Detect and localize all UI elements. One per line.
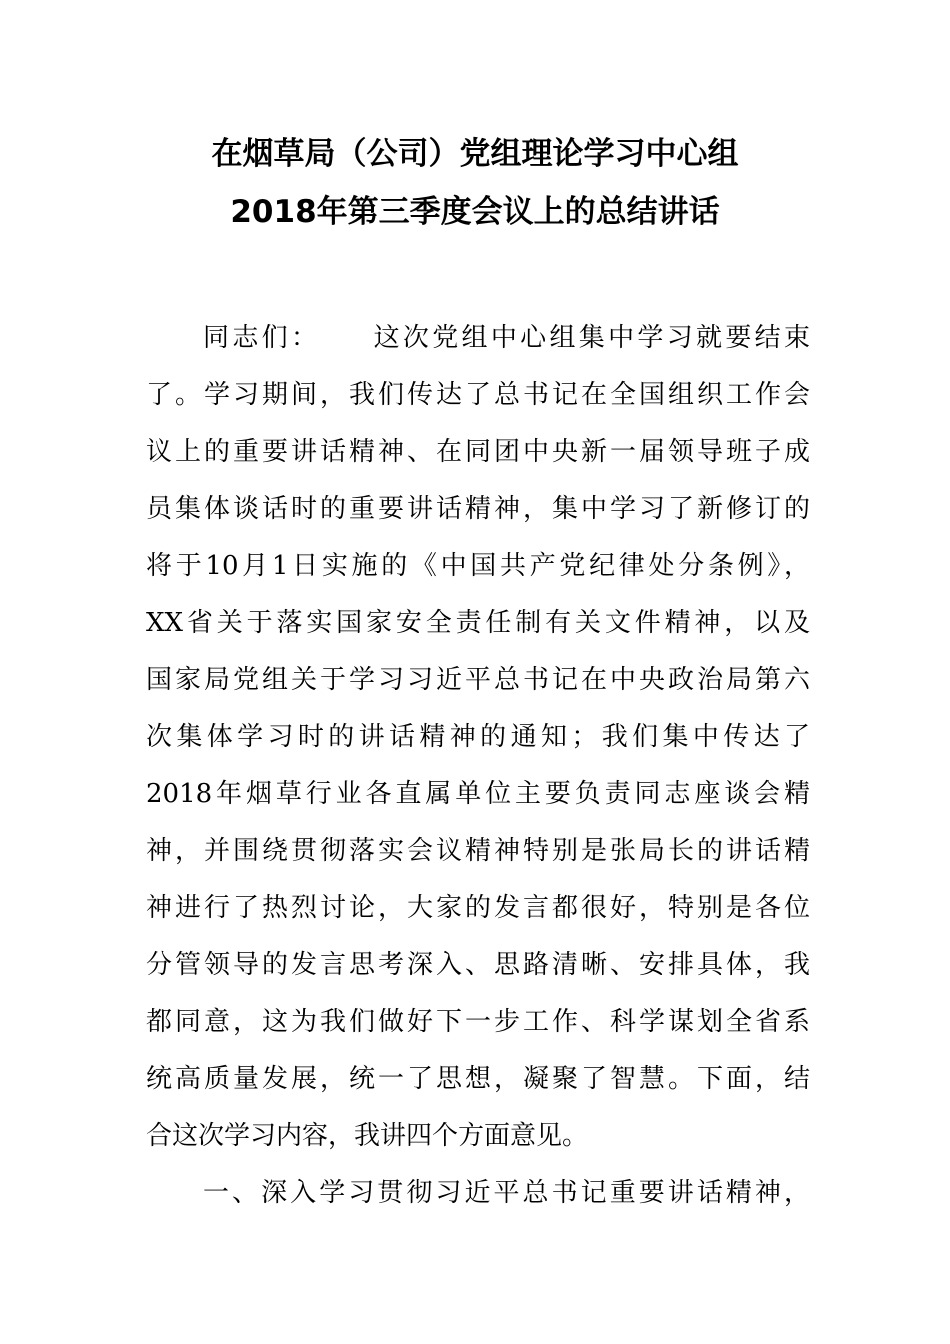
body-line: 统高质量发展，统一了思想，凝聚了智慧。下面，结 bbox=[146, 1064, 810, 1094]
body-line: 议上的重要讲话精神、在同团中央新一届领导班子成 bbox=[146, 437, 810, 467]
body-line: 国家局党组关于学习习近平总书记在中央政治局第六 bbox=[146, 665, 810, 695]
body-line: 了。学习期间，我们传达了总书记在全国组织工作会 bbox=[146, 380, 810, 410]
body-line: 分管领导的发言思考深入、思路清晰、安排具体，我 bbox=[146, 950, 810, 980]
body-line: 次集体学习时的讲话精神的通知；我们集中传达了 bbox=[146, 722, 810, 752]
body-line: 合这次学习内容，我讲四个方面意见。 bbox=[146, 1121, 589, 1151]
document-title-line-1: 在烟草局（公司）党组理论学习中心组 bbox=[211, 136, 739, 172]
body-line: 2018年烟草行业各直属单位主要负责同志座谈会精 bbox=[146, 779, 810, 809]
section-heading: 一、深入学习贯彻习近平总书记重要讲话精神， bbox=[203, 1178, 810, 1208]
body-line: 都同意，这为我们做好下一步工作、科学谋划全省系 bbox=[146, 1007, 810, 1037]
body-line: 员集体谈话时的重要讲话精神，集中学习了新修订的 bbox=[146, 494, 810, 524]
body-line: XX省关于落实国家安全责任制有关文件精神，以及 bbox=[146, 608, 810, 638]
body-line: 神进行了热烈讨论，大家的发言都很好，特别是各位 bbox=[146, 893, 810, 923]
document-title-line-2: 2018年第三季度会议上的总结讲话 bbox=[230, 194, 720, 230]
greeting: 同志们： bbox=[203, 323, 321, 353]
body-line: 这次党组中心组集中学习就要结束 bbox=[370, 323, 810, 353]
paragraph-first-line bbox=[203, 318, 810, 358]
body-line: 将于10月1日实施的《中国共产党纪律处分条例》， bbox=[146, 551, 810, 581]
body-line: 神，并围绕贯彻落实会议精神特别是张局长的讲话精 bbox=[146, 836, 810, 866]
